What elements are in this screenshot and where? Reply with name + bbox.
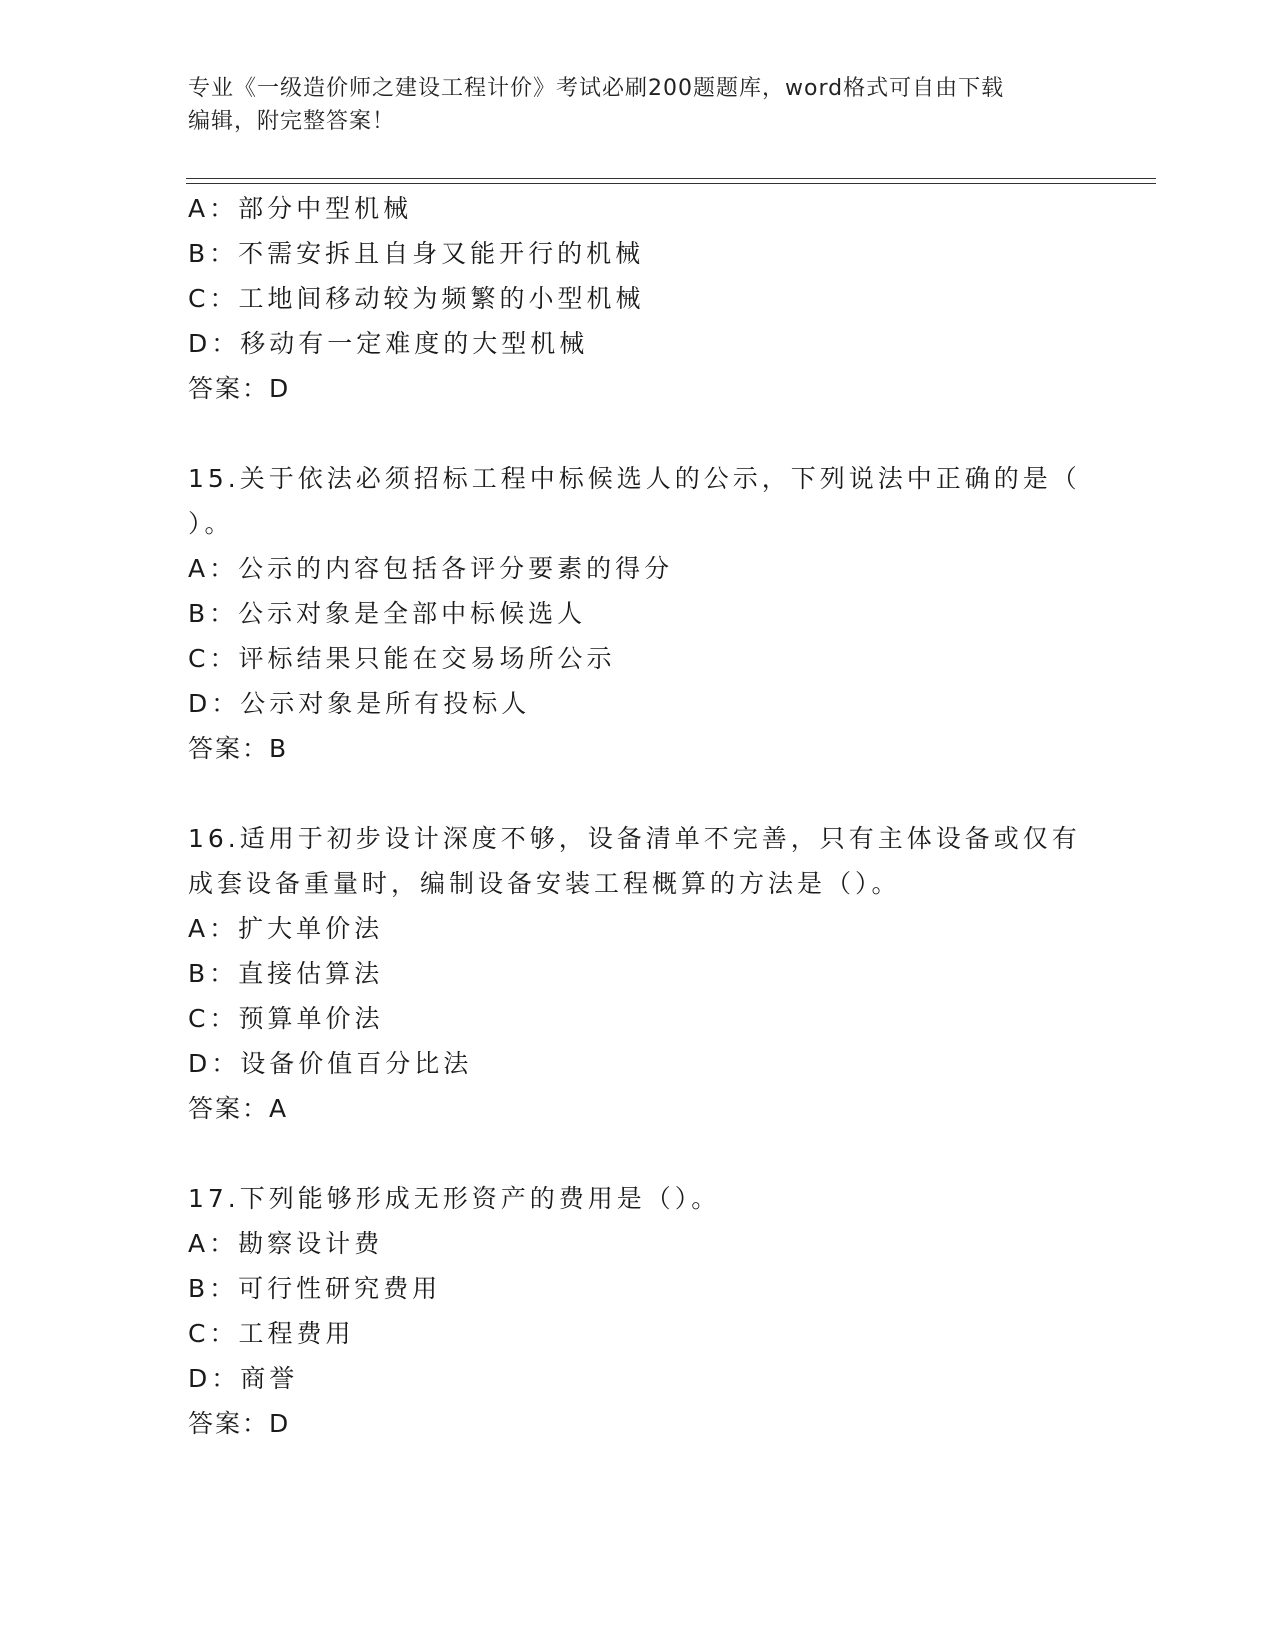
q15-stem-line-1: 15.关于依法必须招标工程中标候选人的公示，下列说法中正确的是（ <box>188 464 1081 493</box>
header-line-2: 编辑，附完整答案！ <box>188 109 396 134</box>
q14-option-c: C：工地间移动较为频繁的小型机械 <box>188 284 645 313</box>
q16-stem-line-2: 成套设备重量时，编制设备安装工程概算的方法是（）。 <box>188 869 901 898</box>
document-header <box>188 72 1068 138</box>
q16-answer: 答案：A <box>188 1094 289 1123</box>
q16-stem-line-1: 16.适用于初步设计深度不够，设备清单不完善，只有主体设备或仅有 <box>188 824 1081 853</box>
header-divider-bottom <box>186 183 1156 184</box>
q16-option-d: D：设备价值百分比法 <box>188 1049 473 1078</box>
header-divider-top <box>186 178 1156 179</box>
q17-option-b: B：可行性研究费用 <box>188 1274 442 1303</box>
q17-stem-line-1: 17.下列能够形成无形资产的费用是（）。 <box>188 1184 721 1213</box>
q15-option-a: A：公示的内容包括各评分要素的得分 <box>188 554 674 583</box>
q17-answer: 答案：D <box>188 1409 291 1438</box>
q15-option-d: D：公示对象是所有投标人 <box>188 689 531 718</box>
q17-option-c: C：工程费用 <box>188 1319 355 1348</box>
q14-answer: 答案：D <box>188 374 291 403</box>
q14-option-b: B：不需安拆且自身又能开行的机械 <box>188 239 645 268</box>
q15-option-b: B：公示对象是全部中标候选人 <box>188 599 587 628</box>
q14-option-d: D：移动有一定难度的大型机械 <box>188 329 589 358</box>
q16-option-b: B：直接估算法 <box>188 959 384 988</box>
q15-stem-line-2: ）。 <box>188 509 234 538</box>
header-line-1: 专业《一级造价师之建设工程计价》考试必刷200题题库，word格式可自由下载 <box>188 76 1005 101</box>
q15-answer: 答案：B <box>188 734 289 763</box>
q16-option-a: A：扩大单价法 <box>188 914 384 943</box>
q16-option-c: C：预算单价法 <box>188 1004 384 1033</box>
q17-option-a: A：勘察设计费 <box>188 1229 384 1258</box>
q14-option-a: A：部分中型机械 <box>188 194 413 223</box>
q17-option-d: D：商誉 <box>188 1364 299 1393</box>
q15-option-c: C：评标结果只能在交易场所公示 <box>188 644 616 673</box>
